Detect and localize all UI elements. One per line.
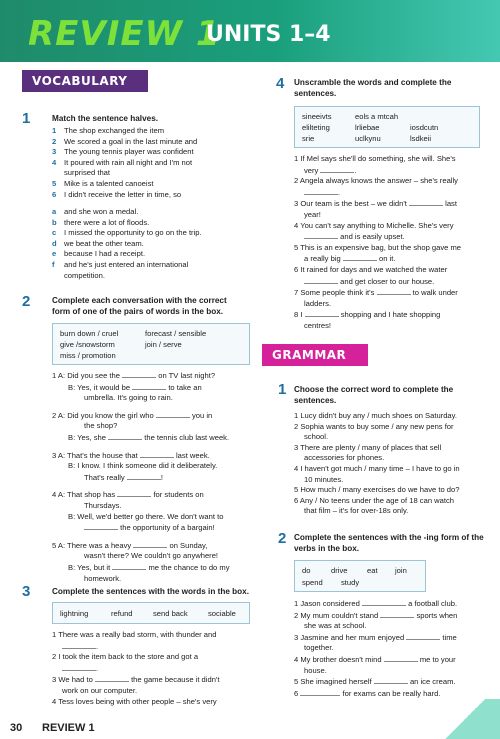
q4-word-box: sineeivts eols a mtcah elilteting lrliebae iosdcutn srie uclkynu lsdkeii [294, 106, 480, 148]
page-footer [0, 722, 500, 739]
g1-title: Choose the correct word to complete the sentences. [294, 385, 454, 405]
g1-number: 1 [278, 381, 287, 398]
q4-title: Unscramble the words and complete the sentences. [294, 78, 452, 98]
q1-title: Match the sentence halves. [52, 114, 159, 123]
q3-word-box: lightning refund send back sociable [52, 602, 250, 624]
q4-sentences: 1 If Mel says she'll do something, she will. She's very . 2 Angela always knows the answer – she's really . 3 Our team is the best – we didn't last year! 4 You can't say anything to Michelle. She's very and is easily upset. 5 This is an expensive bag, but the shop gave me a really big on it. 6 It rained for days and we watched the water and get closer to our house. 7 Some people think it's to walk under ladders. 8 I shopping and I hate shopping centres! [294, 154, 462, 330]
q2-conversations: 1 A: Did you see the on TV last night? B: Yes, it would be to take an umbrella. It's going to rain. 2 A: Did you know the girl who you in the shop? B: Yes, she the tennis club last week. 3 A: That's the house that last week. B: I know. I think someone did it deliberately. That's really ! 4 A: That shop has for students on Thursdays. B: Well, we'd better go there. We don't want to the opportunity of a bargain! 5 A: There was a heavy on Sunday, wasn't there? We couldn't go anywhere! B: Yes, but it me the chance to do my homework. [52, 371, 230, 583]
page-number: 30 [10, 722, 23, 734]
q1-answers: a and she won a medal. b there were a lot of floods. c I missed the opportunity to go on the trip. d we beat the other team. e because I had a receipt. f and he's just entered an international competition. [52, 207, 202, 280]
g1-sentences: 1 Lucy didn't buy any / much shoes on Saturday. 2 Sophia wants to buy some / any new pens for school. 3 There are plenty / many of places that sell accessories for phones. 4 I haven't got much / many time – I have to go in 10 minutes. 5 How much / many exercises do we have to do? 6 Any / No teens under the age of 18 can watch that film – it's for over-18s only. [294, 411, 460, 516]
g2-sentences: 1 Jason considered a football club. 2 My mum couldn't stand sports when she was at school. 3 Jasmine and her mum enjoyed time together. 4 My brother doesn't mind me to your house. 5 She imagined herself an ice cream. 6 for exams can be really hard. [294, 599, 458, 698]
q3-number: 3 [22, 583, 31, 600]
grammar-heading: GRAMMAR [262, 344, 368, 366]
q2-title: Complete each conversation with the correct form of one of the pairs of words in the box. [52, 296, 227, 316]
g2-number: 2 [278, 530, 287, 547]
units-title: UNITS 1–4 [206, 22, 331, 47]
q3-title: Complete the sentences with the words in the box. [52, 587, 249, 596]
g2-word-box: do drive eat join spend study [294, 560, 426, 592]
g2-title: Complete the sentences with the -ing form of the verbs in the box. [294, 533, 484, 553]
q2-word-box: burn down / cruel forecast / sensible give /snowstorm join / serve miss / promotion [52, 323, 250, 365]
vocabulary-heading: VOCABULARY [22, 70, 148, 92]
q2-number: 2 [22, 293, 31, 310]
q3-sentences: 1 There was a really bad storm, with thunder and . 2 I took the item back to the store and got a . 3 We had to the game because it didn't work on our computer. 4 Tess loves being with other people – she's very [52, 630, 220, 706]
q4-number: 4 [276, 75, 285, 92]
footer-label: REVIEW 1 [42, 722, 95, 734]
page-header [0, 0, 500, 62]
q1-number: 1 [22, 110, 31, 127]
review-title: REVIEW 1 [28, 14, 221, 54]
q1-items: 1 The shop exchanged the item 2 We scored a goal in the last minute and 3 The young tennis player was confident 4 It poured with rain all night and I'm not surprised that 5 Mike is a talented canoeist 6 I didn't receive the letter in time, so [52, 126, 198, 199]
